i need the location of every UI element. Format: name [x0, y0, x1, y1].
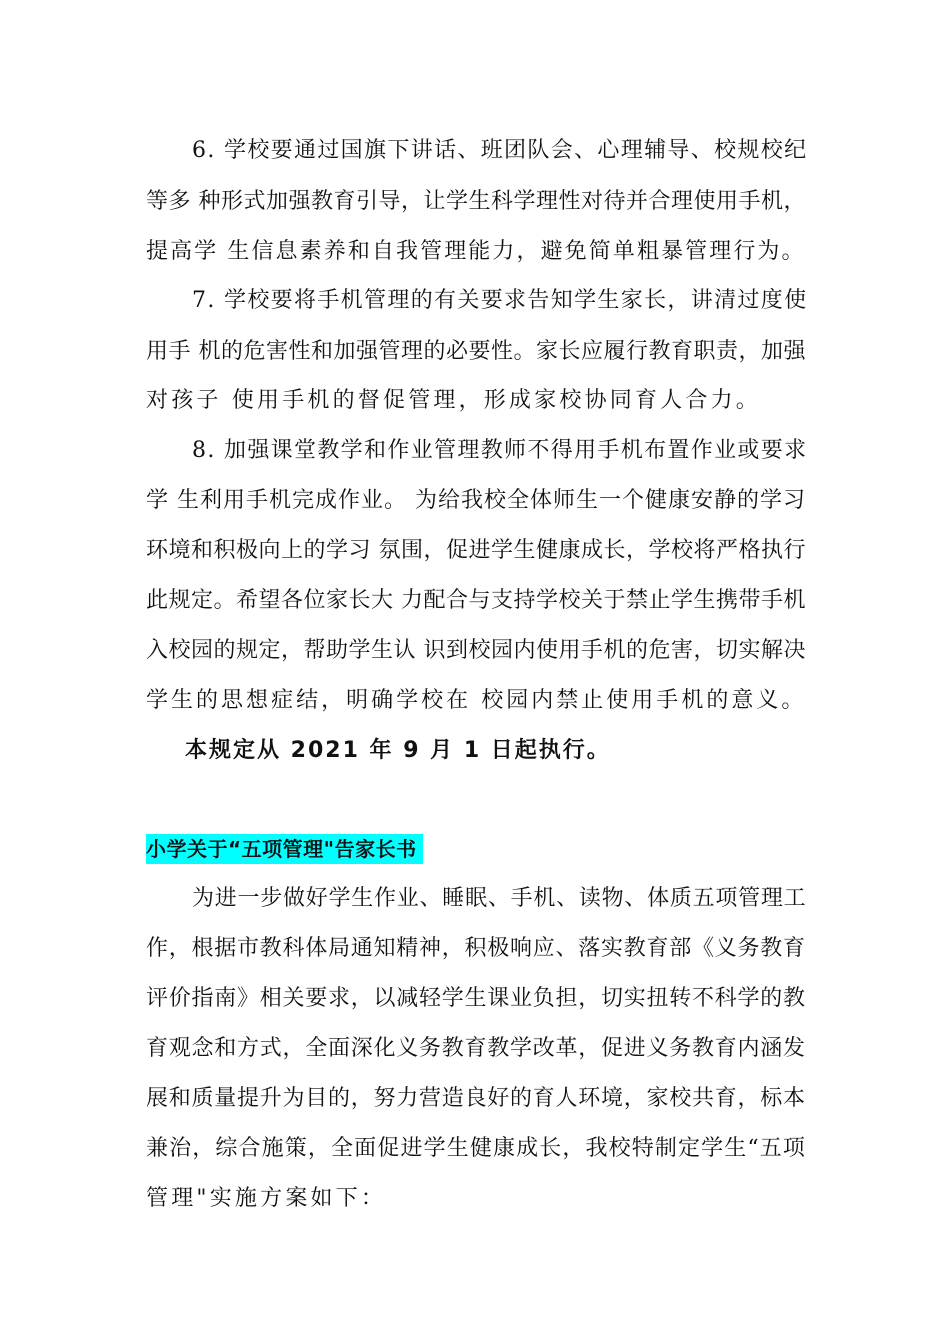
letter-line-6: 兼治，综合施策，全面促进学生健康成长，我校特制定学生“五项 [146, 1136, 807, 1161]
letter-line-7: 管理"实施方案如下： [146, 1186, 387, 1211]
letter-line-5: 展和质量提升为目的，努力营造良好的育人环境，家校共育，标本 [146, 1086, 806, 1111]
paragraph-8-line-1: 8. 加强课堂教学和作业管理教师不得用手机布置作业或要求 [192, 438, 808, 463]
paragraph-7-line-2: 用手 机的危害性和加强管理的必要性。家长应履行教育职责，加强 [146, 339, 806, 364]
letter-line-1: 为进一步做好学生作业、睡眠、手机、读物、体质五项管理工 [192, 886, 807, 911]
paragraph-6-line-3: 提高学 生信息素养和自我管理能力，避免简单粗暴管理行为。 [146, 239, 806, 264]
letter-line-3: 评价指南》相关要求，以减轻学生课业负担，切实扭转不科学的教 [146, 986, 806, 1011]
paragraph-8-line-5: 入校园的规定，帮助学生认 识到校园内使用手机的危害，切实解决 [146, 638, 806, 663]
paragraph-8-line-4: 此规定。希望各位家长大 力配合与支持学校关于禁止学生携带手机 [146, 588, 806, 613]
paragraph-6-line-2: 等多 种形式加强教育引导，让学生科学理性对待并合理使用手机， [146, 189, 806, 214]
section-heading: 小学关于“五项管理"告家长书 [146, 834, 423, 864]
effective-date-notice: 本规定从 2021 年 9 月 1 日起执行。 [185, 738, 611, 763]
paragraph-8-line-6: 学生的思想症结，明确学校在 校园内禁止使用手机的意义。 [146, 688, 807, 713]
paragraph-8-line-2: 学 生利用手机完成作业。 为给我校全体师生一个健康安静的学习 [146, 488, 806, 513]
paragraph-7-line-3: 对孩子 使用手机的督促管理，形成家校协同育人合力。 [146, 388, 761, 413]
paragraph-7-line-1: 7. 学校要将手机管理的有关要求告知学生家长，讲清过度使 [192, 288, 808, 313]
letter-line-2: 作，根据市教科体局通知精神，积极响应、落实教育部《义务教育 [146, 936, 806, 961]
paragraph-6-line-1: 6. 学校要通过国旗下讲话、班团队会、心理辅导、校规校纪 [192, 138, 808, 163]
paragraph-8-line-3: 环境和积极向上的学习 氛围，促进学生健康成长，学校将严格执行 [146, 538, 806, 563]
letter-line-4: 育观念和方式，全面深化义务教育教学改革，促进义务教育内涵发 [146, 1036, 806, 1061]
